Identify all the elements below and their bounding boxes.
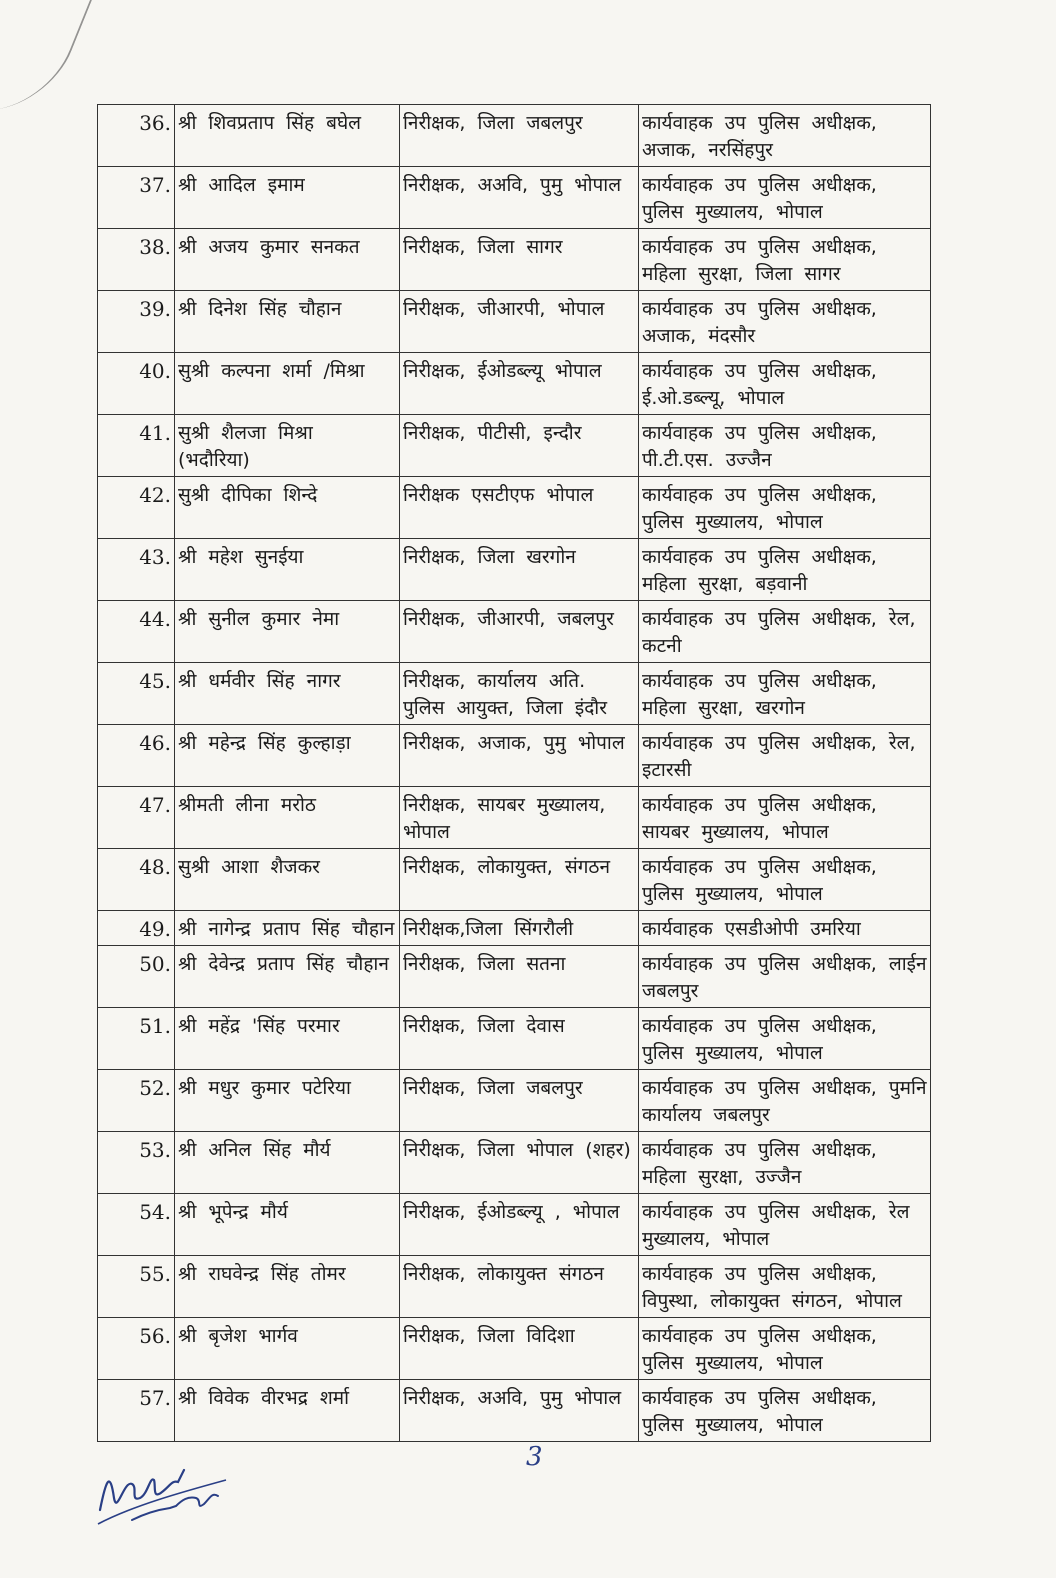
serial-number-cell: 36. <box>98 105 175 167</box>
officer-name-cell: श्री देवेन्द्र प्रताप सिंह चौहान <box>175 946 400 1008</box>
transfer-table-body <box>98 105 931 1442</box>
new-posting-cell: कार्यवाहक उप पुलिस अधीक्षक, पुलिस मुख्यालय, भोपाल <box>639 1380 931 1442</box>
serial-number-cell: 50. <box>98 946 175 1008</box>
officer-name-cell: श्री धर्मवीर सिंह नागर <box>175 663 400 725</box>
new-posting-cell: कार्यवाहक उप पुलिस अधीक्षक, महिला सुरक्षा, खरगोन <box>639 663 931 725</box>
officer-name-cell: श्री शिवप्रताप सिंह बघेल <box>175 105 400 167</box>
officer-name-cell: श्री अनिल सिंह मौर्य <box>175 1132 400 1194</box>
new-posting-cell: कार्यवाहक उप पुलिस अधीक्षक, पुलिस मुख्यालय, भोपाल <box>639 167 931 229</box>
serial-number-cell: 44. <box>98 601 175 663</box>
current-posting-cell: निरीक्षक, ईओडब्ल्यू , भोपाल <box>400 1194 639 1256</box>
table-row <box>98 849 931 911</box>
new-posting-cell: कार्यवाहक उप पुलिस अधीक्षक, रेल मुख्यालय, भोपाल <box>639 1194 931 1256</box>
current-posting-cell: निरीक्षक, जिला खरगोन <box>400 539 639 601</box>
officer-name-cell: श्री नागेन्द्र प्रताप सिंह चौहान <box>175 911 400 946</box>
officer-name-cell: श्री मधुर कुमार पटेरिया <box>175 1070 400 1132</box>
transfer-table <box>97 104 931 1442</box>
current-posting-cell: निरीक्षक, जीआरपी, जबलपुर <box>400 601 639 663</box>
new-posting-cell: कार्यवाहक उप पुलिस अधीक्षक, पुमनि कार्यालय जबलपुर <box>639 1070 931 1132</box>
new-posting-cell: कार्यवाहक उप पुलिस अधीक्षक, पुलिस मुख्यालय, भोपाल <box>639 849 931 911</box>
current-posting-cell: निरीक्षक, जिला सतना <box>400 946 639 1008</box>
new-posting-cell: कार्यवाहक उप पुलिस अधीक्षक, रेल, कटनी <box>639 601 931 663</box>
serial-number-cell: 38. <box>98 229 175 291</box>
current-posting-cell: निरीक्षक, जिला जबलपुर <box>400 105 639 167</box>
serial-number-cell: 49. <box>98 911 175 946</box>
current-posting-cell: निरीक्षक, जिला देवास <box>400 1008 639 1070</box>
table-row <box>98 911 931 946</box>
table-row <box>98 663 931 725</box>
page-number: 3 <box>526 1442 543 1472</box>
current-posting-cell: निरीक्षक, अअवि, पुमु भोपाल <box>400 1380 639 1442</box>
table-row <box>98 105 931 167</box>
table-row <box>98 1380 931 1442</box>
officer-name-cell: श्री दिनेश सिंह चौहान <box>175 291 400 353</box>
current-posting-cell: निरीक्षक, जीआरपी, भोपाल <box>400 291 639 353</box>
current-posting-cell: निरीक्षक, जिला सागर <box>400 229 639 291</box>
new-posting-cell: कार्यवाहक उप पुलिस अधीक्षक, सायबर मुख्यालय, भोपाल <box>639 787 931 849</box>
serial-number-cell: 37. <box>98 167 175 229</box>
current-posting-cell: निरीक्षक, जिला जबलपुर <box>400 1070 639 1132</box>
table-row <box>98 291 931 353</box>
officer-name-cell: श्री महेंद्र 'सिंह परमार <box>175 1008 400 1070</box>
table-row <box>98 353 931 415</box>
new-posting-cell: कार्यवाहक उप पुलिस अधीक्षक, लाईन जबलपुर <box>639 946 931 1008</box>
table-row <box>98 1318 931 1380</box>
table-row <box>98 415 931 477</box>
table-row <box>98 725 931 787</box>
new-posting-cell: कार्यवाहक उप पुलिस अधीक्षक, महिला सुरक्षा, जिला सागर <box>639 229 931 291</box>
new-posting-cell: कार्यवाहक उप पुलिस अधीक्षक, विपुस्था, लोकायुक्त संगठन, भोपाल <box>639 1256 931 1318</box>
table-row <box>98 477 931 539</box>
officer-name-cell: सुश्री आशा शैजकर <box>175 849 400 911</box>
serial-number-cell: 40. <box>98 353 175 415</box>
serial-number-cell: 46. <box>98 725 175 787</box>
new-posting-cell: कार्यवाहक उप पुलिस अधीक्षक, पी.टी.एस. उज्जैन <box>639 415 931 477</box>
current-posting-cell: निरीक्षक, जिला भोपाल (शहर) <box>400 1132 639 1194</box>
officer-name-cell: श्रीमती लीना मरोठ <box>175 787 400 849</box>
current-posting-cell: निरीक्षक, पीटीसी, इन्दौर <box>400 415 639 477</box>
serial-number-cell: 41. <box>98 415 175 477</box>
table-row <box>98 946 931 1008</box>
serial-number-cell: 39. <box>98 291 175 353</box>
serial-number-cell: 56. <box>98 1318 175 1380</box>
table-row <box>98 1132 931 1194</box>
current-posting-cell: निरीक्षक, अजाक, पुमु भोपाल <box>400 725 639 787</box>
serial-number-cell: 51. <box>98 1008 175 1070</box>
table-row <box>98 1256 931 1318</box>
serial-number-cell: 42. <box>98 477 175 539</box>
officer-name-cell: श्री राघवेन्द्र सिंह तोमर <box>175 1256 400 1318</box>
officer-name-cell: सुश्री दीपिका शिन्दे <box>175 477 400 539</box>
officer-name-cell: सुश्री कल्पना शर्मा /मिश्रा <box>175 353 400 415</box>
new-posting-cell: कार्यवाहक उप पुलिस अधीक्षक, ई.ओ.डब्ल्यू, भोपाल <box>639 353 931 415</box>
officer-name-cell: सुश्री शैलजा मिश्रा (भदौरिया) <box>175 415 400 477</box>
serial-number-cell: 53. <box>98 1132 175 1194</box>
handwritten-signature <box>92 1440 232 1530</box>
new-posting-cell: कार्यवाहक उप पुलिस अधीक्षक, अजाक, नरसिंहपुर <box>639 105 931 167</box>
new-posting-cell: कार्यवाहक उप पुलिस अधीक्षक, पुलिस मुख्यालय, भोपाल <box>639 477 931 539</box>
table-row <box>98 787 931 849</box>
new-posting-cell: कार्यवाहक उप पुलिस अधीक्षक, महिला सुरक्षा, उज्जैन <box>639 1132 931 1194</box>
officer-name-cell: श्री महेश सुनईया <box>175 539 400 601</box>
officer-name-cell: श्री बृजेश भार्गव <box>175 1318 400 1380</box>
current-posting-cell: निरीक्षक, सायबर मुख्यालय, भोपाल <box>400 787 639 849</box>
new-posting-cell: कार्यवाहक एसडीओपी उमरिया <box>639 911 931 946</box>
new-posting-cell: कार्यवाहक उप पुलिस अधीक्षक, पुलिस मुख्यालय, भोपाल <box>639 1008 931 1070</box>
table-row <box>98 1070 931 1132</box>
new-posting-cell: कार्यवाहक उप पुलिस अधीक्षक, पुलिस मुख्यालय, भोपाल <box>639 1318 931 1380</box>
current-posting-cell: निरीक्षक,जिला सिंगरौली <box>400 911 639 946</box>
current-posting-cell: निरीक्षक एसटीएफ भोपाल <box>400 477 639 539</box>
new-posting-cell: कार्यवाहक उप पुलिस अधीक्षक, रेल, इटारसी <box>639 725 931 787</box>
new-posting-cell: कार्यवाहक उप पुलिस अधीक्षक, महिला सुरक्षा, बड़वानी <box>639 539 931 601</box>
serial-number-cell: 48. <box>98 849 175 911</box>
table-row <box>98 539 931 601</box>
serial-number-cell: 54. <box>98 1194 175 1256</box>
officer-name-cell: श्री अजय कुमार सनकत <box>175 229 400 291</box>
current-posting-cell: निरीक्षक, लोकायुक्त संगठन <box>400 1256 639 1318</box>
officer-name-cell: श्री विवेक वीरभद्र शर्मा <box>175 1380 400 1442</box>
serial-number-cell: 47. <box>98 787 175 849</box>
current-posting-cell: निरीक्षक, अअवि, पुमु भोपाल <box>400 167 639 229</box>
serial-number-cell: 52. <box>98 1070 175 1132</box>
table-row <box>98 601 931 663</box>
table-row <box>98 229 931 291</box>
table-row <box>98 1194 931 1256</box>
officer-name-cell: श्री आदिल इमाम <box>175 167 400 229</box>
officer-name-cell: श्री सुनील कुमार नेमा <box>175 601 400 663</box>
officer-name-cell: श्री भूपेन्द्र मौर्य <box>175 1194 400 1256</box>
officer-name-cell: श्री महेन्द्र सिंह कुल्हाड़ा <box>175 725 400 787</box>
serial-number-cell: 45. <box>98 663 175 725</box>
serial-number-cell: 43. <box>98 539 175 601</box>
current-posting-cell: निरीक्षक, लोकायुक्त, संगठन <box>400 849 639 911</box>
current-posting-cell: निरीक्षक, जिला विदिशा <box>400 1318 639 1380</box>
current-posting-cell: निरीक्षक, कार्यालय अति. पुलिस आयुक्त, जिला इंदौर <box>400 663 639 725</box>
serial-number-cell: 57. <box>98 1380 175 1442</box>
current-posting-cell: निरीक्षक, ईओडब्ल्यू भोपाल <box>400 353 639 415</box>
table-row <box>98 1008 931 1070</box>
table-row <box>98 167 931 229</box>
serial-number-cell: 55. <box>98 1256 175 1318</box>
page-edge-shadow <box>0 0 92 110</box>
new-posting-cell: कार्यवाहक उप पुलिस अधीक्षक, अजाक, मंदसौर <box>639 291 931 353</box>
